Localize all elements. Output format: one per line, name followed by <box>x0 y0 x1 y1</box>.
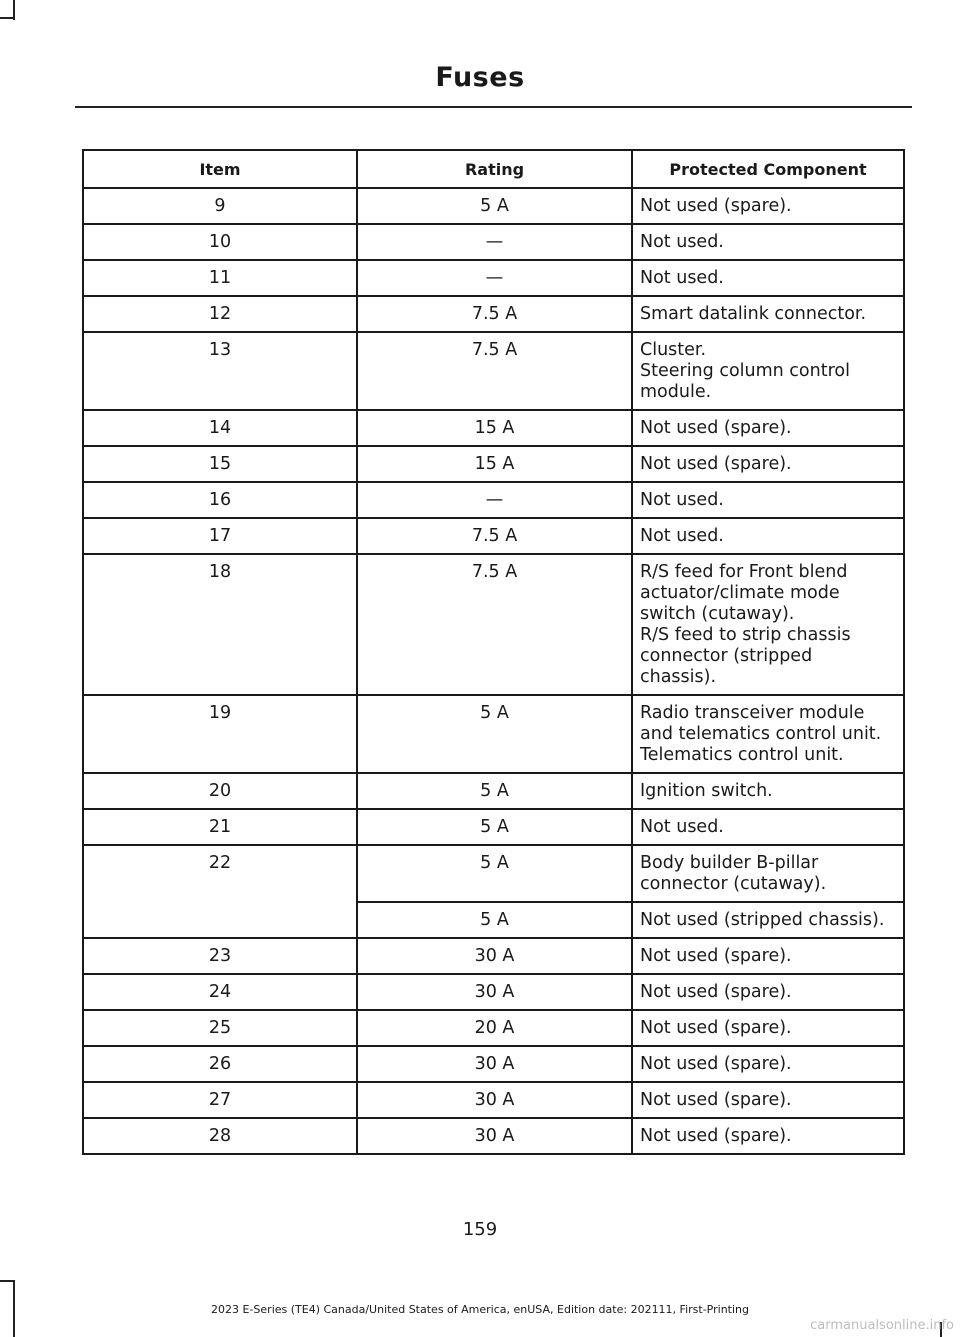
column-header-protected-component: Protected Component <box>632 150 904 188</box>
protected-component-cell <box>632 410 904 446</box>
item-cell: 28 <box>83 1118 357 1154</box>
component-line: Smart datalink connector. <box>640 304 867 324</box>
protected-component-cell <box>632 1082 904 1118</box>
component-line: module. <box>640 382 712 402</box>
rating-cell: 30 A <box>357 1118 632 1154</box>
protected-component-cell <box>632 938 904 974</box>
protected-component-cell <box>632 773 904 809</box>
protected-component-cell <box>632 224 904 260</box>
table-row <box>83 695 904 773</box>
rating-cell: 5 A <box>357 809 632 845</box>
rating-cell: — <box>357 482 632 518</box>
component-line: Steering column control <box>640 361 850 381</box>
item-cell: 20 <box>83 773 357 809</box>
component-line: switch (cutaway). <box>640 604 795 624</box>
item-cell: 9 <box>83 188 357 224</box>
rating-cell: 7.5 A <box>357 518 632 554</box>
table-row <box>83 809 904 845</box>
component-line: Not used (spare). <box>640 1090 792 1110</box>
component-line: Not used (spare). <box>640 1126 792 1146</box>
component-line: Radio transceiver module <box>640 703 865 723</box>
item-cell: 17 <box>83 518 357 554</box>
rating-cell: 30 A <box>357 1046 632 1082</box>
table-row <box>83 1010 904 1046</box>
component-line: Cluster. <box>640 340 707 360</box>
item-cell: 11 <box>83 260 357 296</box>
component-line: R/S feed for Front blend <box>640 562 848 582</box>
component-line: Not used. <box>640 817 724 837</box>
item-cell: 19 <box>83 695 357 773</box>
component-line: Telematics control unit. <box>640 745 844 765</box>
table-row <box>83 1046 904 1082</box>
column-header-rating: Rating <box>357 150 632 188</box>
rating-cell: 7.5 A <box>357 296 632 332</box>
component-line: Not used. <box>640 232 724 252</box>
rating-cell: 5 A <box>357 902 632 938</box>
protected-component-cell <box>632 188 904 224</box>
protected-component-cell <box>632 1046 904 1082</box>
item-cell: 14 <box>83 410 357 446</box>
rating-cell: 30 A <box>357 974 632 1010</box>
component-line: Body builder B-pillar <box>640 853 819 873</box>
protected-component-cell <box>632 809 904 845</box>
component-line: R/S feed to strip chassis <box>640 625 851 645</box>
component-line: and telematics control unit. <box>640 724 882 744</box>
protected-component-cell <box>632 974 904 1010</box>
component-line: actuator/climate mode <box>640 583 840 603</box>
protected-component-cell <box>632 518 904 554</box>
protected-component-cell <box>632 1010 904 1046</box>
protected-component-cell <box>632 296 904 332</box>
watermark: carmanualsonline.info <box>810 1318 954 1333</box>
protected-component-cell <box>632 902 904 938</box>
component-line: chassis). <box>640 667 717 687</box>
component-line: Not used. <box>640 490 724 510</box>
component-line: Ignition switch. <box>640 781 773 801</box>
component-line: Not used (spare). <box>640 1018 792 1038</box>
header-rule <box>75 106 912 108</box>
fuse-table <box>82 149 905 1155</box>
protected-component-cell <box>632 1118 904 1154</box>
item-cell: 22 <box>83 845 357 938</box>
item-cell: 15 <box>83 446 357 482</box>
table-row <box>83 1082 904 1118</box>
item-cell: 13 <box>83 332 357 410</box>
component-line: Not used (spare). <box>640 418 792 438</box>
table-row <box>83 188 904 224</box>
component-line: Not used. <box>640 526 724 546</box>
table-header-row <box>83 150 904 188</box>
rating-cell: 5 A <box>357 188 632 224</box>
item-cell: 26 <box>83 1046 357 1082</box>
table-row <box>83 974 904 1010</box>
component-line: Not used (spare). <box>640 1054 792 1074</box>
rating-cell: 5 A <box>357 773 632 809</box>
protected-component-cell <box>632 482 904 518</box>
item-cell: 18 <box>83 554 357 695</box>
component-line: Not used (spare). <box>640 454 792 474</box>
table-row <box>83 260 904 296</box>
protected-component-cell <box>632 554 904 695</box>
rating-cell: 30 A <box>357 1082 632 1118</box>
table-row <box>83 1118 904 1154</box>
component-line: connector (stripped <box>640 646 813 666</box>
table-row <box>83 446 904 482</box>
table-row <box>83 845 904 902</box>
rating-cell: 7.5 A <box>357 554 632 695</box>
page-number: 159 <box>462 1219 498 1240</box>
item-cell: 21 <box>83 809 357 845</box>
table-row <box>83 224 904 260</box>
rating-cell: 15 A <box>357 410 632 446</box>
crop-mark <box>0 1280 15 1282</box>
component-line: Not used. <box>640 268 724 288</box>
rating-cell: 7.5 A <box>357 332 632 410</box>
rating-cell: 20 A <box>357 1010 632 1046</box>
protected-component-cell <box>632 260 904 296</box>
table-row <box>83 410 904 446</box>
item-cell: 16 <box>83 482 357 518</box>
protected-component-cell <box>632 845 904 902</box>
table-row <box>83 554 904 695</box>
protected-component-cell <box>632 446 904 482</box>
rating-cell: — <box>357 224 632 260</box>
footer-edition-info: 2023 E-Series (TE4) Canada/United States of America, enUSA, Edition date: 202111, First-Printing <box>211 1303 749 1316</box>
page-title: Fuses <box>435 62 525 93</box>
table-row <box>83 482 904 518</box>
rating-cell: 15 A <box>357 446 632 482</box>
rating-cell: — <box>357 260 632 296</box>
item-cell: 10 <box>83 224 357 260</box>
component-line: Not used (stripped chassis). <box>640 910 885 930</box>
component-line: connector (cutaway). <box>640 874 827 894</box>
rating-cell: 5 A <box>357 695 632 773</box>
item-cell: 12 <box>83 296 357 332</box>
component-line: Not used (spare). <box>640 946 792 966</box>
protected-component-cell <box>632 332 904 410</box>
component-line: Not used (spare). <box>640 982 792 1002</box>
component-line: Not used (spare). <box>640 196 792 216</box>
protected-component-cell <box>632 695 904 773</box>
item-cell: 23 <box>83 938 357 974</box>
table-row <box>83 296 904 332</box>
item-cell: 27 <box>83 1082 357 1118</box>
item-cell: 25 <box>83 1010 357 1046</box>
fuse-table-body <box>83 188 904 1154</box>
crop-mark <box>0 17 15 19</box>
rating-cell: 5 A <box>357 845 632 902</box>
table-row <box>83 773 904 809</box>
table-row <box>83 332 904 410</box>
rating-cell: 30 A <box>357 938 632 974</box>
table-row <box>83 518 904 554</box>
column-header-item: Item <box>83 150 357 188</box>
item-cell: 24 <box>83 974 357 1010</box>
table-row <box>83 938 904 974</box>
